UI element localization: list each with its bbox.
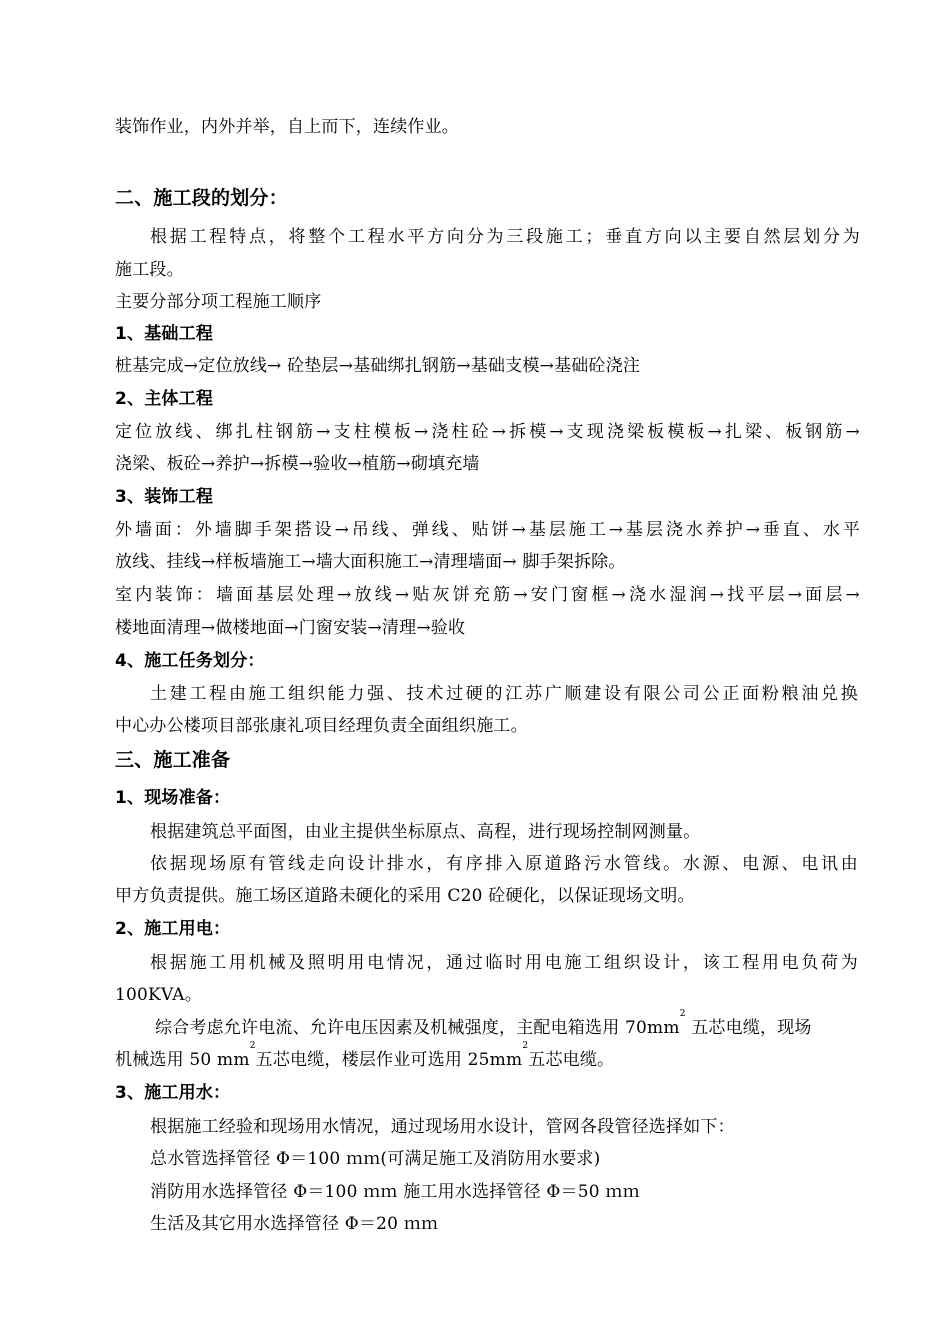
item-3-line-3: 室内装饰：墙面基层处理→放线→贴灰饼充筋→安门窗框→浇水湿润→找平层→面层→	[115, 585, 860, 605]
sequence-title: 主要分部分项工程施工顺序	[115, 292, 322, 312]
power-line-4-b: 五芯电缆，楼层作业可选用 25mm	[255, 1050, 523, 1070]
item-1-line-1: 桩基完成→定位放线→ 砼垫层→基础绑扎钢筋→基础支模→基础砼浇注	[115, 356, 641, 376]
water-heading: 3、施工用水：	[115, 1083, 231, 1103]
power-heading: 2、施工用电：	[115, 919, 231, 939]
power-line-3-sup: 2	[679, 1009, 686, 1019]
section-2-para-line-2: 施工段。	[115, 260, 184, 280]
item-3-heading: 3、装饰工程	[115, 487, 214, 507]
water-line-3: 消防用水选择管径 Φ＝100 ｍｍ 施工用水选择管径 Φ＝50 ｍｍ	[150, 1182, 640, 1202]
item-3-line-1: 外墙面：外墙脚手架搭设→吊线、弹线、贴饼→基层施工→基层浇水养护→垂直、水平	[115, 520, 860, 540]
water-line-2: 总水管选择管径 Φ＝100 ｍｍ(可满足施工及消防用水要求)	[150, 1149, 601, 1169]
power-line-4	[115, 1041, 875, 1072]
item-3-line-4: 楼地面清理→做楼地面→门窗安装→清理→验收	[115, 618, 466, 638]
power-line-1: 根据施工用机械及照明用电情况，通过临时用电施工组织设计，该工程用电负荷为	[150, 953, 858, 973]
item-2-line-1: 定位放线、绑扎柱钢筋→支柱模板→浇柱砼→拆模→支现浇梁板模板→扎梁、板钢筋→	[115, 422, 860, 442]
power-line-4-a: 机械选用 50 mm	[115, 1050, 250, 1070]
item-4-line-2: 中心办公楼项目部张康礼项目经理负责全面组织施工。	[115, 716, 528, 736]
item-4-heading: 4、施工任务划分：	[115, 651, 265, 671]
item-4-line-1: 土建工程由施工组织能力强、技术过硬的江苏广顺建设有限公司公正面粉粮油兑换	[150, 684, 858, 704]
site-prep-heading: 1、现场准备：	[115, 788, 231, 808]
water-line-1: 根据施工经验和现场用水情况，通过现场用水设计，管网各段管径选择如下：	[150, 1117, 735, 1137]
item-1-heading: 1、基础工程	[115, 324, 214, 344]
section-2-title: 二、施工段的划分：	[115, 187, 288, 209]
power-line-3	[155, 1009, 915, 1040]
power-line-3-b: 五芯电缆，现场	[685, 1018, 812, 1038]
item-2-heading: 2、主体工程	[115, 389, 214, 409]
site-prep-line-1: 根据建筑总平面图，由业主提供坐标原点、高程，进行现场控制网测量。	[150, 822, 701, 842]
intro-line: 装饰作业，内外并举，自上而下，连续作业。	[115, 117, 459, 137]
site-prep-line-3: 甲方负责提供。施工场区道路未硬化的采用 C20 砼硬化，以保证现场文明。	[115, 886, 695, 906]
power-line-3-a: 综合考虑允许电流、允许电压因素及机械强度，主配电箱选用 70mm	[155, 1018, 680, 1038]
section-2-para-line-1: 根据工程特点，将整个工程水平方向分为三段施工；垂直方向以主要自然层划分为	[150, 227, 860, 247]
power-line-2: 100KVA。	[115, 985, 202, 1005]
item-2-line-2: 浇梁、板砼→养护→拆模→验收→植筋→砌填充墙	[115, 454, 480, 474]
power-line-4-c: 五芯电缆。	[528, 1050, 615, 1070]
section-3-title: 三、施工准备	[115, 749, 231, 771]
power-line-4-sup-2: 2	[522, 1041, 529, 1051]
item-3-line-2: 放线、挂线→样板墙施工→墙大面积施工→清理墙面→ 脚手架拆除。	[115, 552, 626, 572]
power-line-4-sup-1: 2	[249, 1041, 256, 1051]
site-prep-line-2: 依据现场原有管线走向设计排水，有序排入原道路污水管线。水源、电源、电讯由	[150, 854, 858, 874]
water-line-4: 生活及其它用水选择管径 Φ＝20 ｍｍ	[150, 1214, 439, 1234]
